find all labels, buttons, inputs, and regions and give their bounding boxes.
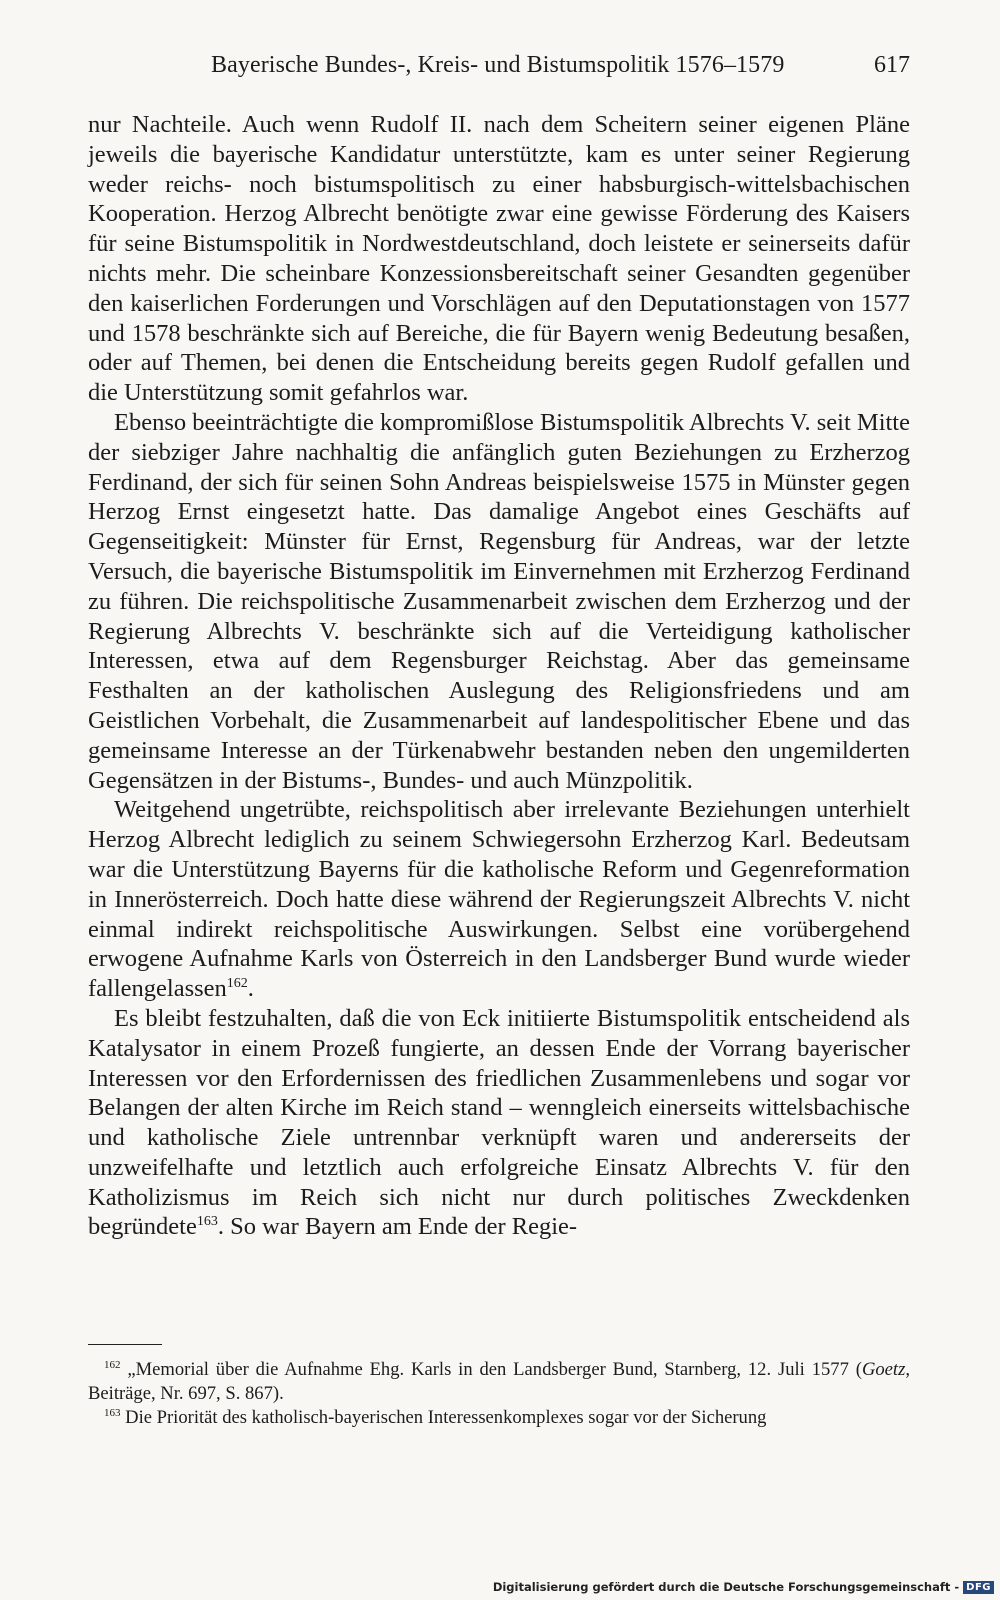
footnotes — [88, 1358, 910, 1430]
footnote-ref-162[interactable]: 162 — [226, 976, 248, 992]
paragraph-4 — [88, 1004, 910, 1242]
footnote-163 — [88, 1406, 910, 1430]
page-number: 617 — [874, 52, 910, 78]
paragraph-3 — [88, 795, 910, 1004]
paragraph-4-text: Es bleibt festzuhalten, daß die von Eck initiierte Bistumspolitik entscheidend als Katalysator in einem Prozeß fungierte, an dessen Ende der Vorrang bayerischer Interessen vor den Erfordernissen des friedlichen Zusammenlebens und sogar vor Belangen der alten Kirche im Reich stand – wenngleich einerseits wittelsbachische und katholische Ziele untrennbar verknüpft waren und andererseits der unzweifelhafte und letztlich auch erfolgreiche Einsatz Albrechts V. für den Katholizismus im Reich sich nicht nur durch politisches Zweckdenken begründete — [88, 1004, 910, 1241]
digitization-credit — [493, 1580, 994, 1594]
main-text — [88, 110, 910, 1242]
footnote-163-text: Die Priorität des katholisch-bayerischen Interessenkomplexes sogar vor der Sicherung — [125, 1407, 767, 1428]
paragraph-2: Ebenso beeinträchtigte die kompromißlose Bistumspolitik Albrechts V. seit Mitte der siebziger Jahre nachhaltig die anfänglich guten Beziehungen zu Erzherzog Ferdinand, der sich für seinen Sohn Andreas beispielsweise 1575 in Münster gegen Herzog Ernst eingesetzt hatte. Das damalige Angebot eines Geschäfts auf Gegenseitigkeit: Münster für Ernst, Regensburg für Andreas, war der letzte Versuch, die bayerische Bistumspolitik im Einvernehmen mit Erzherzog Ferdinand zu führen. Die reichspolitische Zusammenarbeit zwischen dem Erzherzog und der Regierung Albrechts V. beschränkte sich auf die Verteidigung katholischer Interessen, etwa auf dem Regensburger Reichstag. Aber das gemeinsame Festhalten an der katholischen Auslegung des Religionsfriedens und am Geistlichen Vorbehalt, die Zusammenarbeit auf landespolitischer Ebene und das gemeinsame Interesse an der Türkenabwehr bestanden neben den ungemilderten Gegensätzen in der Bistums-, Bundes- und auch Münzpolitik. — [88, 408, 910, 794]
running-title: Bayerische Bundes-, Kreis- und Bistumspolitik 1576–1579 — [211, 52, 785, 78]
paragraph-4-end: . So war Bayern am Ende der Regie- — [217, 1213, 578, 1241]
footnote-162 — [88, 1358, 910, 1406]
paragraph-1: nur Nachteile. Auch wenn Rudolf II. nach dem Scheitern seiner eigenen Pläne jeweils die bayerische Kandidatur unterstützte, kam es unter seiner Regierung weder reichs- noch bistumspolitisch zu einer habsburgisch-wittelsbachischen Kooperation. Herzog Albrecht benötigte zwar eine gewisse Förderung des Kaisers für seine Bistumspolitik in Nordwestdeutschland, doch leistete er seinerseits dafür nichts mehr. Die scheinbare Konzessionsbereitschaft seiner Gesandten gegenüber den kaiserlichen Forderungen und Vorschlägen auf den Deputationstagen von 1577 und 1578 beschränkte sich auf Bereiche, die für Bayern wenig Bedeutung besaßen, oder auf Themen, bei denen die Entscheidung bereits gegen Rudolf gefallen und die Unterstützung somit gefahrlos war. — [88, 111, 910, 407]
page-header — [88, 52, 910, 92]
dfg-logo: DFG — [963, 1581, 994, 1594]
footnote-ref-163[interactable]: 163 — [196, 1214, 218, 1230]
footnote-divider — [88, 1344, 162, 1345]
paragraph-3-text: Weitgehend ungetrübte, reichspolitisch aber irrelevante Beziehungen unterhielt Herzog Albrecht lediglich zu seinem Schwiegersohn Erzherzog Karl. Bedeutsam war die Unterstützung Bayerns für die katholische Reform und Gegenreformation in Innerösterreich. Doch hatte diese während der Regierungszeit Albrechts V. nicht einmal indirekt reichspolitische Auswirkungen. Selbst eine vorübergehend erwogene Aufnahme Karls von Österreich in den Landsberger Bund wurde wieder fallengelassen — [88, 796, 910, 1003]
footnote-number-162: 162 — [104, 1359, 121, 1371]
paragraph-3-end: . — [247, 975, 254, 1003]
footnote-162-text-b: , Beiträge, Nr. 697, S. 867). — [88, 1359, 910, 1404]
footnote-162-text-a: „Memorial über die Aufnahme Ehg. Karls in den Landsberger Bund, Starnberg, 12. Juli 1577 ( — [127, 1359, 862, 1380]
footnote-number-163: 163 — [104, 1407, 121, 1419]
credit-text: Digitalisierung gefördert durch die Deutsche Forschungsgemeinschaft - — [492, 1580, 960, 1594]
footnote-162-author: Goetz — [861, 1359, 906, 1380]
